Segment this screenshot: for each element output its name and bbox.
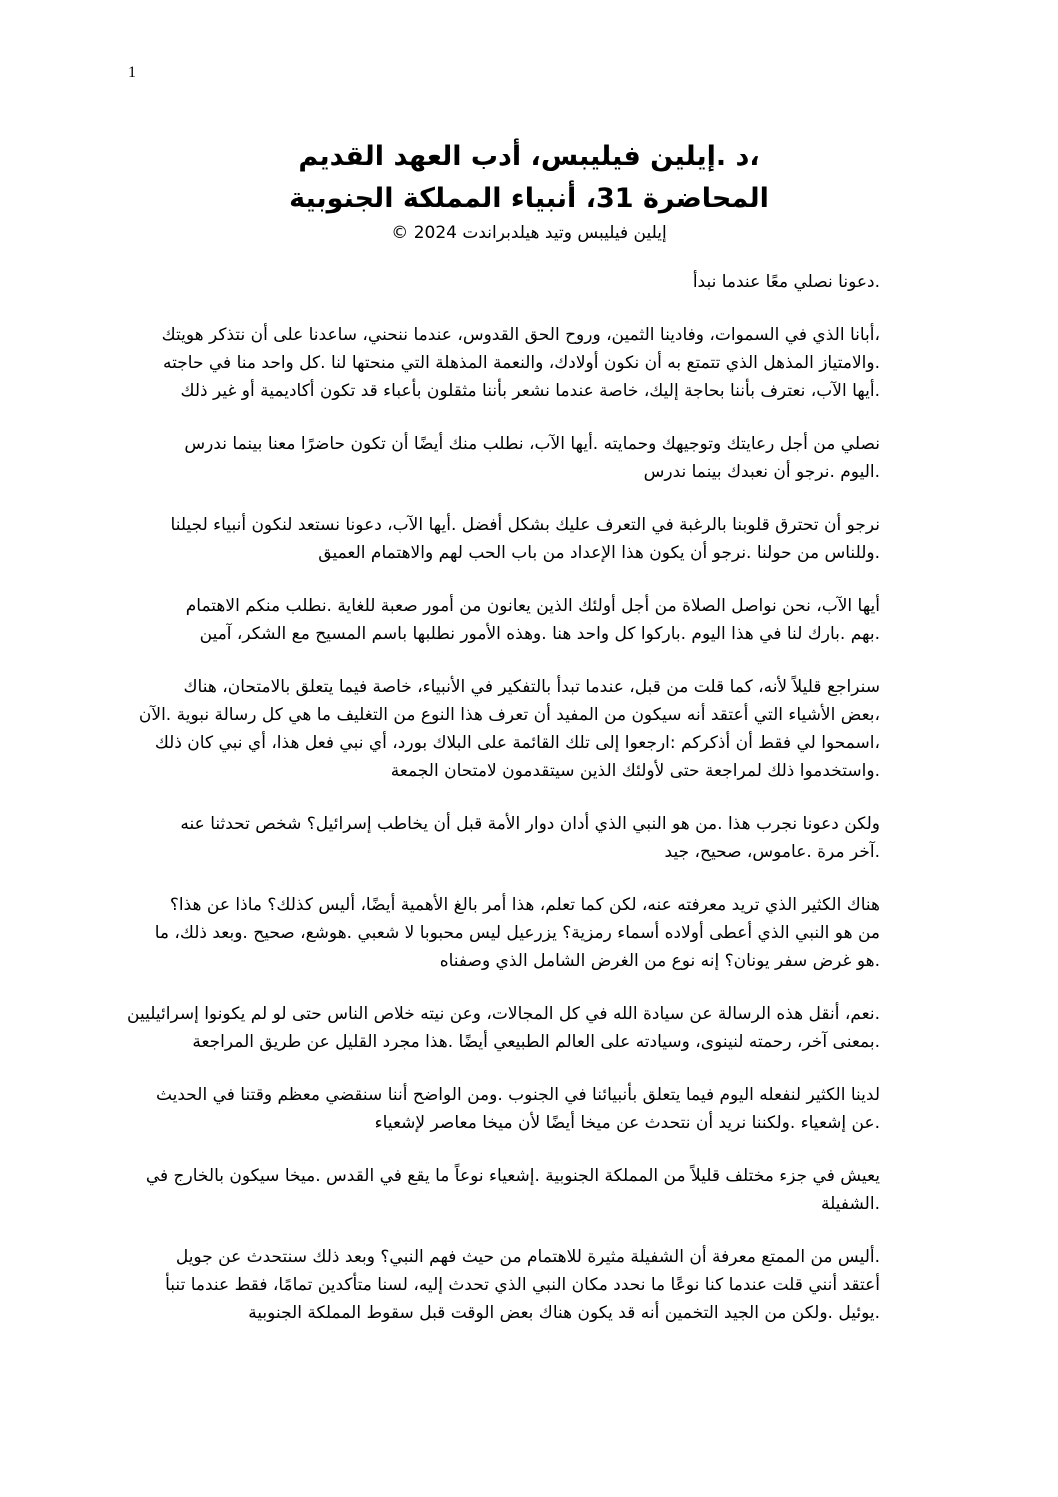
paragraph	[150, 1081, 880, 1137]
text-line: يعيش في جزء مختلف قليلاً من المملكة الجنوبية .إشعياء نوعاً ما يقع في القدس .ميخا سيكون بالخارج في	[145, 1166, 880, 1186]
copyright-notice: إيلين فيليبس وتيد هيلدبراندت 2024 ©	[391, 223, 667, 243]
text-line: .اليوم .نرجو أن نعبدك بينما ندرس	[643, 462, 880, 482]
document-body	[127, 268, 880, 1352]
text-line: نصلي من أجل رعايتك وتوجيهك وحمايته .أيها الآب، نطلب منك أيضًا أن تكون حاضرًا معنا بينما ندرس	[184, 434, 880, 454]
text-line: ،اسمحوا لي فقط أن أذكركم :ارجعوا إلى تلك القائمة على البلاك بورد، أي نبي فعل هذا، أي نبي كان ذلك	[154, 733, 880, 753]
text-line: أعتقد أنني قلت عندما كنا نوعًا ما نحدد مكان النبي الذي تحدث إليه، لسنا متأكدين تمامًا، فقط عندما تنبأ	[165, 1275, 880, 1295]
text-line: ،بعض الأشياء التي أعتقد أنه سيكون من المفيد أن تعرف هذا النوع من التغليف ما هي كل رسالة نبوية .الآن	[138, 705, 880, 725]
text-line: .هو غرض سفر يونان؟ إنه نوع من الغرض الشامل الذي وصفناه	[439, 951, 880, 971]
text-line: سنراجع قليلاً لأنه، كما قلت من قبل، عندما تبدأ بالتفكير في الأنبياء، خاصة فيما يتعلق بالامتحان، هناك	[183, 677, 880, 697]
title-line-1: ،د .إيلين فيليبس، أدب العهد القديم	[298, 141, 760, 172]
text-line: .دعونا نصلي معًا عندما نبدأ	[692, 272, 880, 292]
text-line: لدينا الكثير لنفعله اليوم فيما يتعلق بأنبيائنا في الجنوب .ومن الواضح أننا سنقضي معظم وقتنا في الحديث	[155, 1085, 880, 1105]
paragraph	[150, 592, 880, 648]
text-line: ولكن دعونا نجرب هذا .من هو النبي الذي أدان دوار الأمة قبل أن يخاطب إسرائيل؟ شخص تحدثنا عنه	[180, 814, 880, 834]
paragraph	[150, 321, 880, 405]
text-line: هناك الكثير الذي تريد معرفته عنه، لكن كما تعلم، هذا أمر بالغ الأهمية أيضًا، أليس كذلك؟ ماذا عن هذا؟	[169, 895, 880, 915]
document-title	[130, 136, 928, 220]
paragraph	[150, 810, 880, 866]
paragraph	[150, 1243, 880, 1327]
paragraph	[150, 891, 880, 975]
text-line: .آخر مرة .عاموس، صحيح، جيد	[664, 842, 880, 862]
text-line: .نعم، أنقل هذه الرسالة عن سيادة الله في كل المجالات، وعن نيته خلاص الناس حتى لو لم يكونوا إسرائيليين	[127, 1004, 880, 1024]
text-line: .وللناس من حولنا .نرجو أن يكون هذا الإعداد من باب الحب لهم والاهتمام العميق	[318, 543, 880, 563]
text-line: ،أبانا الذي في السموات، وفادينا الثمين، وروح الحق القدوس، عندما ننحني، ساعدنا على أن نتذكر هويتك	[161, 325, 880, 345]
paragraph	[150, 511, 880, 567]
text-line: .الشفيلة	[821, 1194, 880, 1214]
text-line: .أليس من الممتع معرفة أن الشفيلة مثيرة للاهتمام من حيث فهم النبي؟ وبعد ذلك سنتحدث عن جويل	[175, 1247, 880, 1267]
text-line: أيها الآب، نحن نواصل الصلاة من أجل أولئك الذين يعانون من أمور صعبة للغاية .نطلب منكم الاهتمام	[185, 596, 880, 616]
text-line: .يوئيل .ولكن من الجيد التخمين أنه قد يكون هناك بعض الوقت قبل سقوط المملكة الجنوبية	[248, 1303, 880, 1323]
paragraph	[150, 430, 880, 486]
text-line: .عن إشعياء .ولكننا نريد أن نتحدث عن ميخا أيضًا لأن ميخا معاصر لإشعياء	[374, 1113, 880, 1133]
document-header	[130, 136, 928, 246]
text-line: .بهم .بارك لنا في هذا اليوم .باركوا كل واحد هنا .وهذه الأمور نطلبها باسم المسيح مع الشكر، آمين	[199, 624, 880, 644]
text-line: .أيها الآب، نعترف بأننا بحاجة إليك، خاصة عندما نشعر بأننا مثقلون بأعباء قد تكون أكاديمية أو غير ذلك	[180, 381, 880, 401]
text-line: .واستخدموا ذلك لمراجعة حتى لأولئك الذين سيتقدمون لامتحان الجمعة	[390, 761, 880, 781]
text-line: نرجو أن تحترق قلوبنا بالرغبة في التعرف عليك بشكل أفضل .أيها الآب، دعونا نستعد لنكون أنبياء لجيلنا	[170, 515, 880, 535]
text-line: .بمعنى آخر، رحمته لنينوى، وسيادته على العالم الطبيعي أيضًا .هذا مجرد القليل عن طريق المراجعة	[192, 1032, 880, 1052]
text-line: .والامتياز المذهل الذي تتمتع به أن نكون أولادك، والنعمة المذهلة التي منحتها لنا .كل واحد منا في حاجته	[163, 353, 880, 373]
page-number: 1	[128, 64, 136, 81]
text-line: من هو النبي الذي أعطى أولاده أسماء رمزية؟ يزرعيل ليس محبوبا لا شعبي .هوشع، صحيح .وبعد ذلك، ما	[154, 923, 880, 943]
paragraph	[150, 268, 880, 296]
paragraph	[145, 1162, 880, 1218]
paragraph	[127, 1000, 880, 1056]
paragraph	[138, 673, 880, 785]
title-line-2: المحاضرة 31، أنبياء المملكة الجنوبية	[289, 183, 769, 214]
